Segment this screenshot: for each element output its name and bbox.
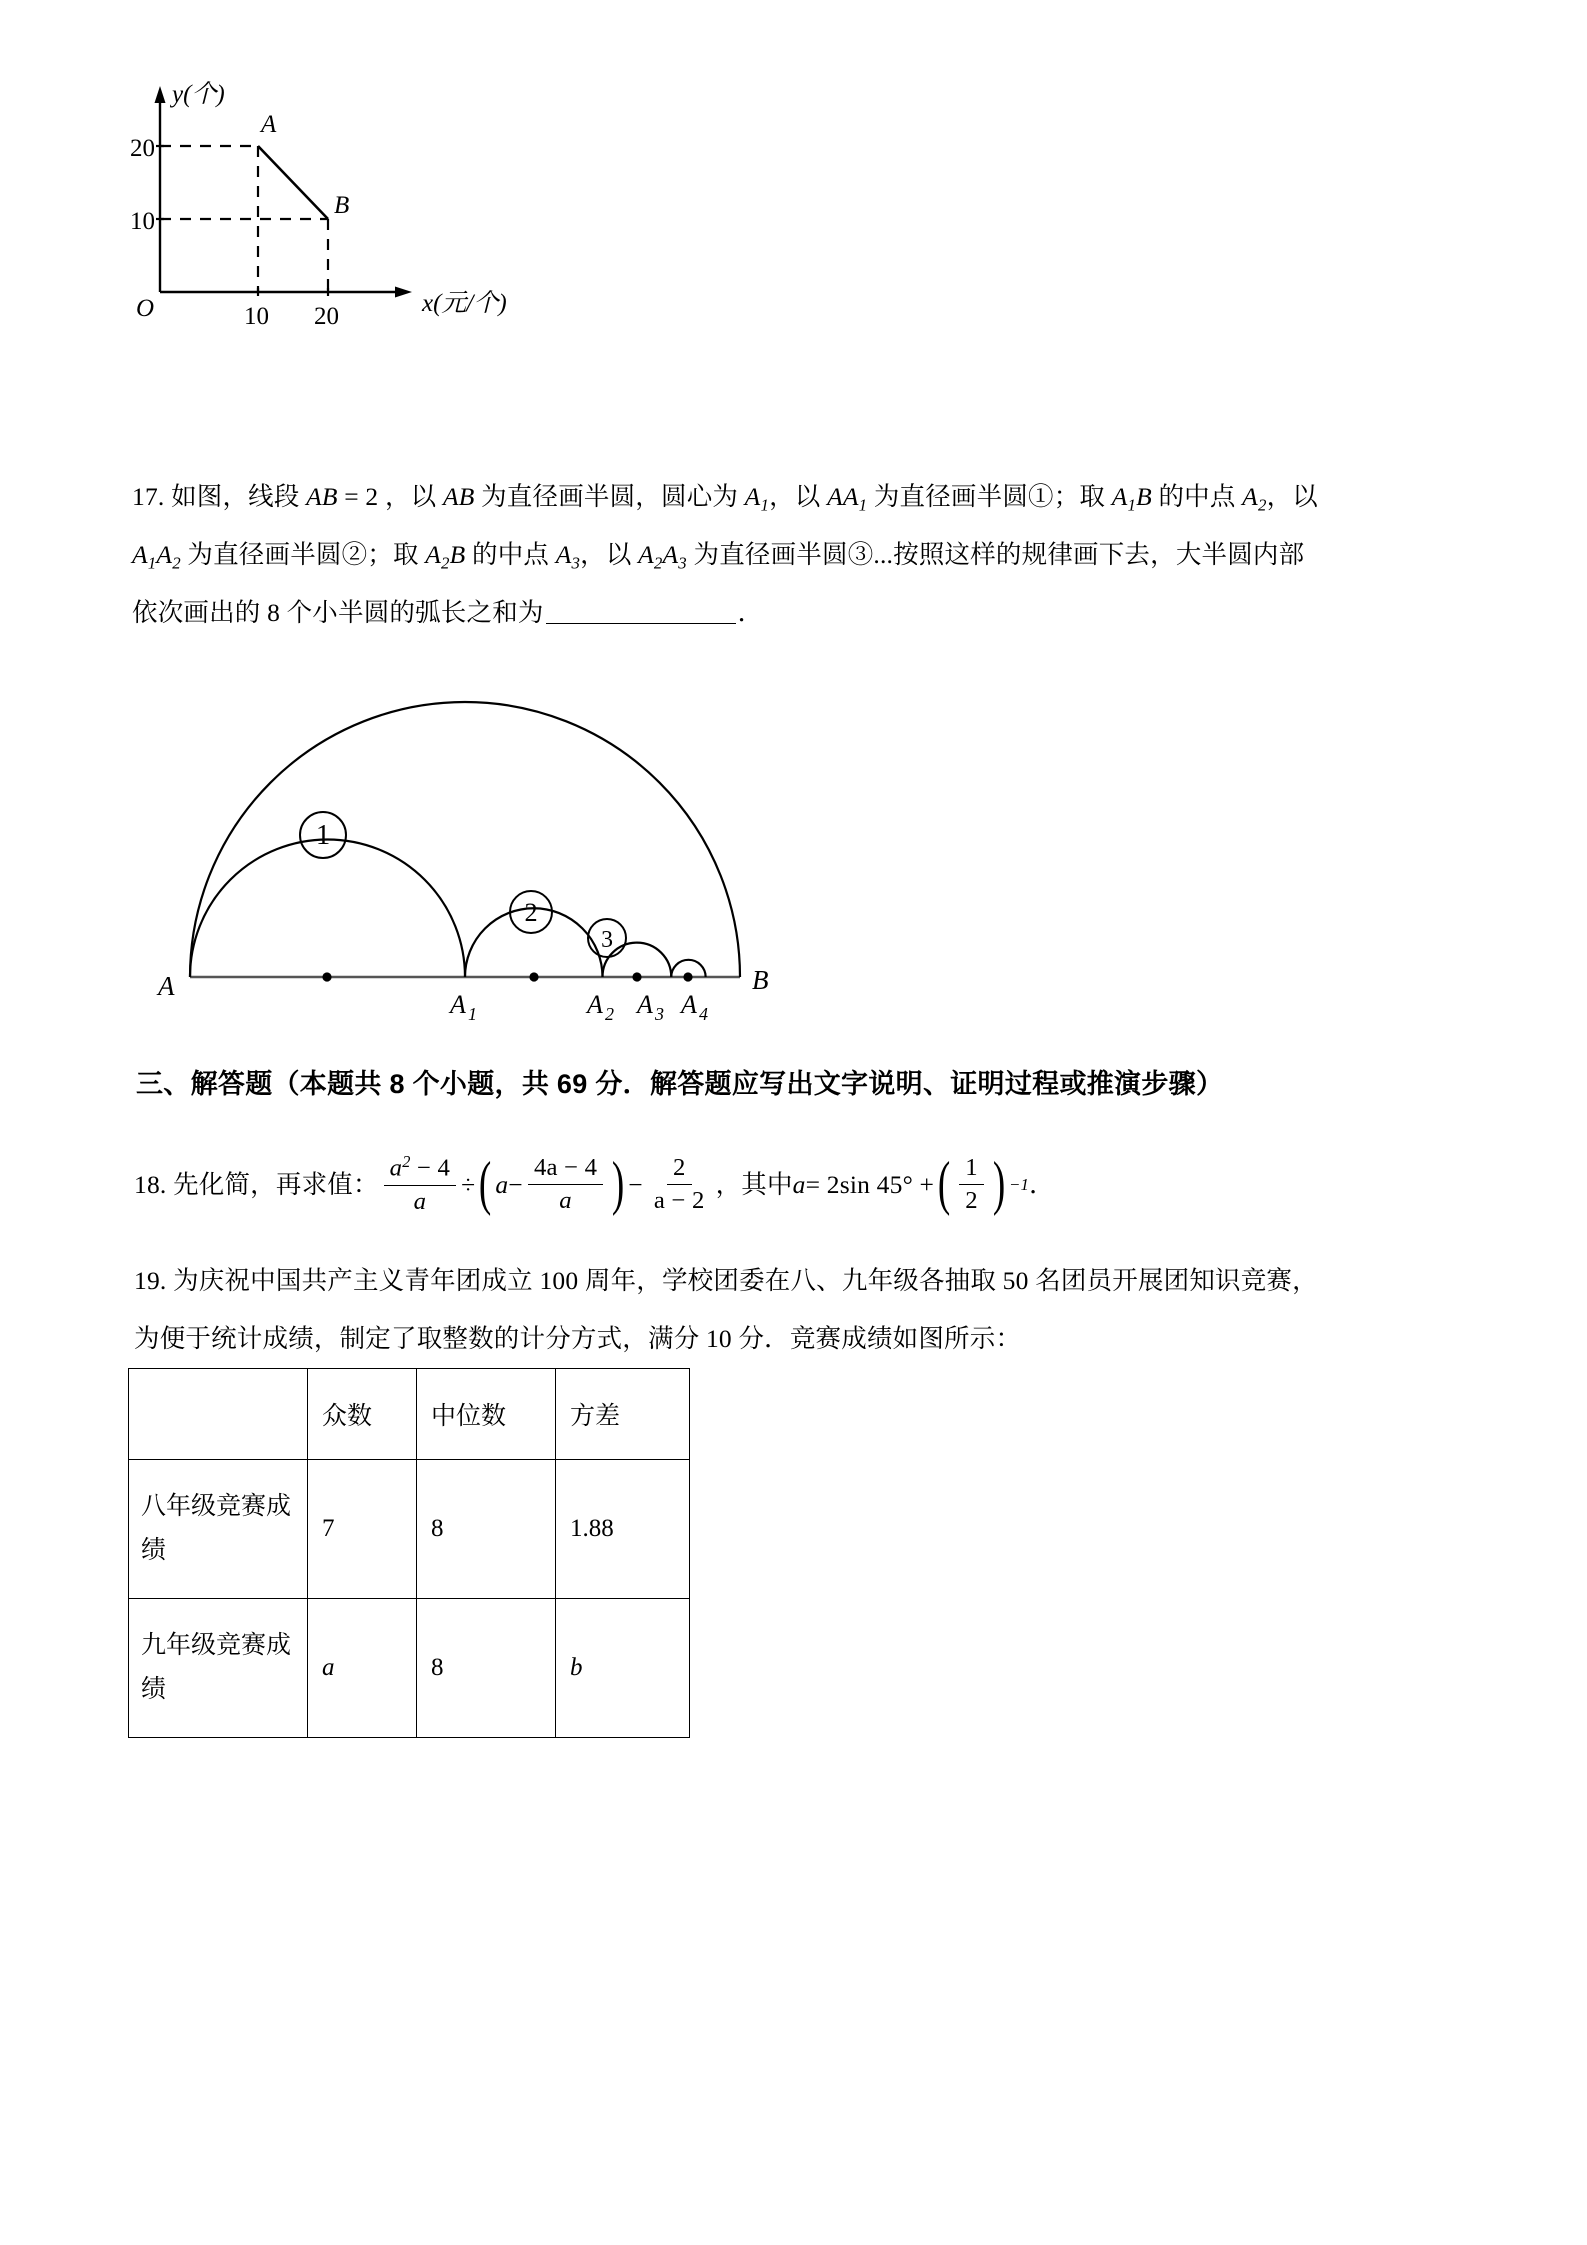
frac1-tail: − 4 xyxy=(410,1154,451,1182)
label-point-a2-sub: 2 xyxy=(605,1004,614,1024)
label-point-a3 xyxy=(635,990,664,1024)
q17-a3: A xyxy=(555,540,572,569)
q17-a1a2-a-sub: 1 xyxy=(147,553,157,573)
circled-number-2: 2 xyxy=(524,898,538,927)
grade8-mode: 7 xyxy=(308,1460,417,1599)
q18-period: ． xyxy=(1029,1169,1055,1199)
q17-a1: A xyxy=(744,482,761,511)
fraction-one-half xyxy=(959,1153,984,1218)
label-point-b: B xyxy=(752,965,769,995)
circled-number-1: 1 xyxy=(315,819,331,851)
q17-l1-t5: 为直径画半圆①；取 xyxy=(867,482,1112,511)
q19-l1: 为庆祝中国共产主义青年团成立 100 周年，学校团委在八、九年级各抽取 50 名团员开展团知识竞赛， xyxy=(173,1266,1318,1295)
label-point-a1-sub: 1 xyxy=(468,1004,477,1024)
q17-a1b-a: A xyxy=(1111,482,1128,511)
semicircle-svg xyxy=(150,685,800,1025)
minus-sign-2: − xyxy=(628,1169,643,1199)
x-axis-arrow xyxy=(395,287,412,298)
fraction-numerator: 1 xyxy=(959,1153,984,1186)
y-axis-label: y(个) xyxy=(172,81,225,108)
question-17-line-2 xyxy=(132,526,1462,584)
q17-a2b-a: A xyxy=(425,540,442,569)
q17-l1-t4: ，以 xyxy=(769,482,828,511)
q17-a2b-b: B xyxy=(449,540,466,569)
q17-a1a2-b-sub: 2 xyxy=(172,553,181,573)
semicircle-1 xyxy=(190,840,465,978)
fraction-denominator: a xyxy=(413,1188,427,1216)
q17-l1-t6: 的中点 xyxy=(1151,482,1243,511)
label-point-a: A xyxy=(158,971,175,1001)
label-point-a1-letter: A xyxy=(450,990,466,1019)
segment-ab xyxy=(258,146,328,219)
question-17-line-1 xyxy=(132,468,1462,526)
x-axis-label: x(元/个) xyxy=(422,290,507,317)
q17-a2: A xyxy=(1242,482,1258,511)
fraction-4a-minus-4-over-a xyxy=(528,1153,603,1218)
q17-aa1-sub: 1 xyxy=(858,495,868,515)
grade9-variance: b xyxy=(556,1599,690,1738)
y-tick-label-20: 20 xyxy=(130,135,155,162)
q17-l2-t3: ，以 xyxy=(580,540,639,569)
q17-aa1: AA xyxy=(827,482,859,511)
q17-l3-t1: 依次画出的 8 个小半圆的弧长之和为 xyxy=(132,598,544,627)
origin-label: O xyxy=(136,295,155,322)
label-point-a1 xyxy=(448,990,477,1024)
divide-sign: ÷ xyxy=(461,1169,476,1199)
q18-inner-minus: − xyxy=(508,1169,523,1199)
fraction-numerator: 4a − 4 xyxy=(528,1153,603,1186)
grade9-mode: a xyxy=(308,1599,417,1738)
answer-blank-17[interactable] xyxy=(546,623,736,624)
q17-a2a3-b-sub: 3 xyxy=(678,553,687,573)
x-tick-label-20: 20 xyxy=(314,303,339,330)
q17-l2-t1: 为直径画半圆②；取 xyxy=(180,540,426,569)
q17-a1b-sub: 1 xyxy=(1127,495,1137,515)
circled-number-3: 3 xyxy=(601,927,613,953)
question-17-line-3 xyxy=(132,584,1462,642)
competition-stats-table xyxy=(128,1368,690,1738)
question-18 xyxy=(134,1140,1434,1230)
point-label-a: A xyxy=(261,111,277,138)
table-header-mode: 众数 xyxy=(308,1369,417,1460)
point-label-b: B xyxy=(334,192,350,219)
grade9-median: 8 xyxy=(417,1599,556,1738)
q17-l1-t1: 如图，线段 xyxy=(171,482,307,511)
question-19-line-2 xyxy=(134,1310,1474,1368)
label-point-a4 xyxy=(679,990,708,1024)
q17-a2b-a-sub: 2 xyxy=(441,553,450,573)
q17-l2-t2: 的中点 xyxy=(465,540,556,569)
label-point-a2 xyxy=(585,990,614,1024)
right-paren-2: ) xyxy=(992,1150,1006,1217)
left-paren-1: ( xyxy=(479,1150,492,1217)
question-17 xyxy=(132,468,1462,642)
q17-l2-t4: 为直径画半圆③...按照这样的规律画下去，大半圆内部 xyxy=(686,540,1305,569)
left-paren-2: ( xyxy=(937,1150,951,1217)
q18-inner-a: a xyxy=(495,1169,509,1199)
label-point-a3-sub: 3 xyxy=(655,1004,664,1024)
fraction-numerator: 2 xyxy=(667,1153,692,1186)
row-label-grade8: 八年级竞赛成绩 xyxy=(129,1460,308,1599)
y-tick-label-10: 10 xyxy=(130,208,155,235)
q17-number: 17. xyxy=(132,482,165,511)
fraction-denominator: 2 xyxy=(965,1187,978,1215)
q17-a2a3-a-sub: 2 xyxy=(653,553,663,573)
q17-l1-t7: ，以 xyxy=(1266,482,1318,511)
q17-ab-2: AB xyxy=(442,482,475,511)
table-header-row xyxy=(129,1369,690,1460)
fraction-a2-minus-4-over-a xyxy=(384,1152,456,1218)
q17-a1b-b: B xyxy=(1136,482,1152,511)
section-heading-three: 三、解答题（本题共 8 个小题，共 69 分．解答题应写出文字说明、证明过程或推演步骤） xyxy=(136,1069,1224,1099)
y-axis-arrow xyxy=(155,86,166,103)
q18-prompt: 先化简，再求值： xyxy=(173,1170,379,1199)
q18-equals: = 2sin 45° + xyxy=(805,1169,935,1199)
fraction-denominator: a xyxy=(559,1187,572,1215)
q17-l3-t2: ． xyxy=(737,598,764,627)
fraction-numerator xyxy=(384,1152,456,1186)
q17-a2-sub: 2 xyxy=(1257,495,1267,515)
q17-a1a2-a: A xyxy=(132,540,148,569)
table-header-median: 中位数 xyxy=(417,1369,556,1460)
question-19-line-1 xyxy=(134,1252,1474,1310)
frac1-exp: 2 xyxy=(402,1151,411,1171)
row-label-grade9: 九年级竞赛成绩 xyxy=(129,1599,308,1738)
table-header-corner xyxy=(129,1369,308,1460)
q17-a1-sub: 1 xyxy=(760,495,770,515)
grade8-variance: 1.88 xyxy=(556,1460,690,1599)
q17-eq2: = 2 xyxy=(337,482,385,511)
q19-l2: 为便于统计成绩，制定了取整数的计分方式，满分 10 分．竞赛成绩如图所示： xyxy=(134,1324,1022,1353)
line-chart-figure xyxy=(130,70,560,345)
frac1-a: a xyxy=(389,1154,403,1182)
midpoint-dot-3 xyxy=(632,972,641,981)
q17-a1a2-b: A xyxy=(156,540,173,569)
big-semicircle xyxy=(190,702,740,977)
grade8-median: 8 xyxy=(417,1460,556,1599)
midpoint-dot-4 xyxy=(683,972,692,981)
q18-where: 其中 xyxy=(741,1169,793,1199)
q18-a-var: a xyxy=(792,1169,806,1199)
x-tick-label-10: 10 xyxy=(244,303,269,330)
q17-a3-sub: 3 xyxy=(571,553,581,573)
table-row xyxy=(129,1599,690,1738)
exponent-minus-one: −1 xyxy=(1009,1174,1030,1194)
fraction-2-over-a-minus-2 xyxy=(648,1153,711,1218)
label-point-a2-letter: A xyxy=(587,990,603,1019)
chart-svg xyxy=(130,70,560,345)
q18-comma: ， xyxy=(715,1169,742,1199)
label-point-a4-letter: A xyxy=(681,990,697,1019)
q17-a2a3-b: A xyxy=(662,540,679,569)
semicircle-figure xyxy=(150,685,800,1025)
fraction-denominator: a − 2 xyxy=(653,1187,705,1215)
q18-expression xyxy=(379,1152,1055,1218)
right-paren-1: ) xyxy=(612,1150,625,1217)
label-point-a3-letter: A xyxy=(637,990,653,1019)
table-header-variance: 方差 xyxy=(556,1369,690,1460)
q17-l1-t2: ，以 xyxy=(384,482,443,511)
midpoint-dot-1 xyxy=(322,972,331,981)
q17-a2a3-a: A xyxy=(638,540,654,569)
question-19 xyxy=(134,1252,1474,1368)
q19-number: 19. xyxy=(134,1266,167,1295)
midpoint-dot-2 xyxy=(529,972,538,981)
q17-ab-1: AB xyxy=(306,482,338,511)
table-row xyxy=(129,1460,690,1599)
label-point-a4-sub: 4 xyxy=(699,1004,708,1024)
q17-l1-t3: 为直径画半圆，圆心为 xyxy=(474,482,745,511)
q18-number: 18. xyxy=(134,1170,167,1199)
